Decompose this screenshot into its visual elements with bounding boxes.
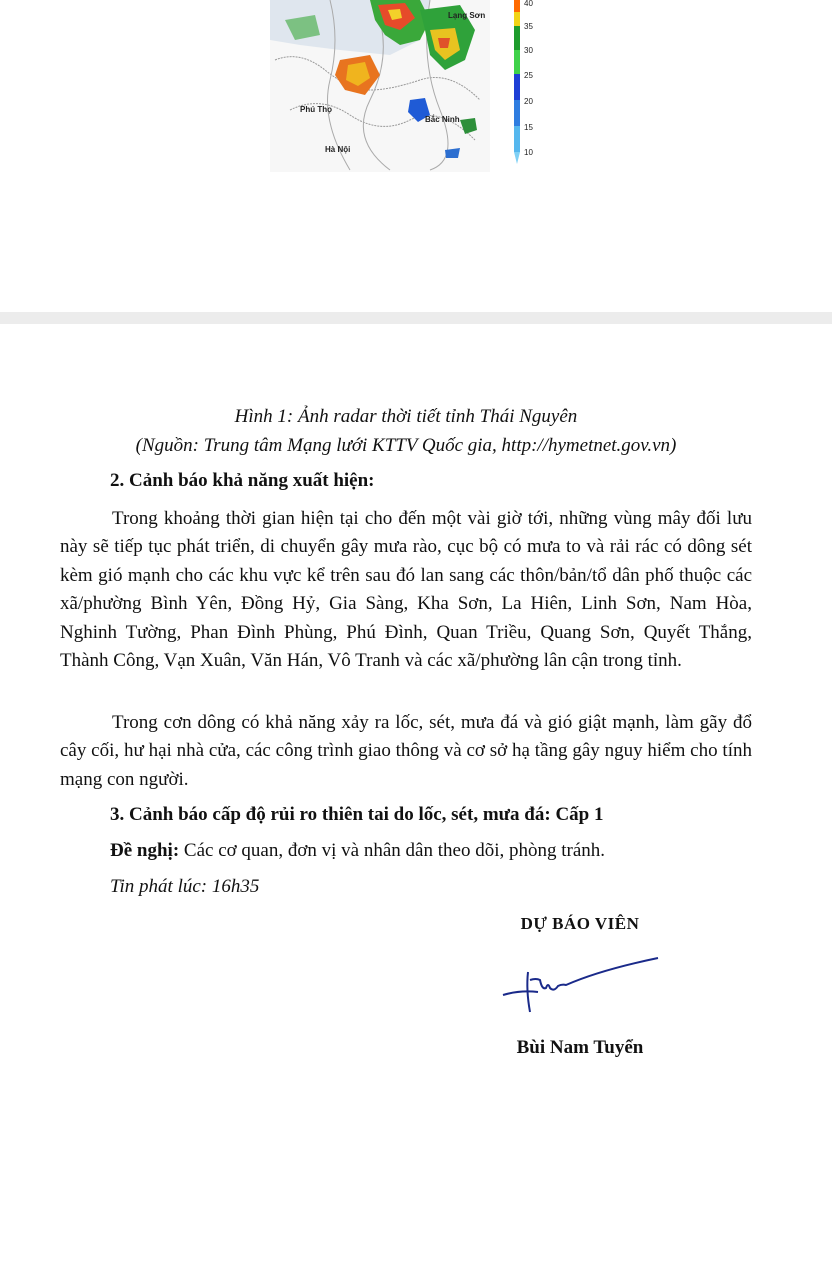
section-2-paragraph-2: Trong cơn dông có khả năng xảy ra lốc, sét, mưa đá và gió giật mạnh, làm gãy đổ cây cối, hư hại nhà cửa, các công trình giao thông và cơ sở hạ tầng gây nguy hiểm cho tính mạng con người.: [60, 712, 752, 790]
place-label-lang-son: Lạng Sơn: [448, 11, 486, 20]
legend-tick-20: 20: [524, 97, 533, 106]
document-page-top: [0, 0, 832, 312]
legend-tick-10: 10: [524, 148, 533, 157]
legend-tick-35: 35: [524, 22, 533, 31]
section-2-heading: 2. Cảnh báo khả năng xuất hiện:: [110, 470, 375, 491]
figure-caption-title: Hình 1: Ảnh radar thời tiết tỉnh Thái Nguyên: [234, 406, 578, 427]
handwritten-signature: [500, 950, 665, 1025]
figure-caption-source: (Nguồn: Trung tâm Mạng lưới KTTV Quốc gia, http://hymetnet.gov.vn): [135, 435, 677, 456]
place-label-ha-noi: Hà Nội: [325, 145, 351, 154]
page-separator: [0, 312, 832, 324]
place-label-bac-ninh: Bắc Ninh: [425, 115, 460, 124]
section-3-heading: 3. Cảnh báo cấp độ rủi ro thiên tai do lốc, sét, mưa đá: Cấp 1: [110, 804, 604, 825]
section-2-paragraph-1: Trong khoảng thời gian hiện tại cho đến một vài giờ tới, những vùng mây đối lưu này sẽ tiếp tục phát triển, di chuyển gây mưa rào, cục bộ có mưa to và rải rác có dông sét kèm gió mạnh cho các khu vực kể trên sau đó lan sang các thôn/bản/tổ dân phố thuộc các xã/phường Bình Yên, Đồng Hỷ, Gia Sàng, Kha Sơn, La Hiên, Linh Sơn, Nam Hòa, Nghinh Tường, Phan Đình Phùng, Phú Đình, Quan Triều, Quang Sơn, Quyết Thắng, Thành Công, Vạn Xuân, Văn Hán, Vô Tranh và các xã/phường lân cận trong tỉnh.: [60, 508, 752, 672]
radar-map: [270, 0, 490, 172]
section-2-body-2: [60, 709, 752, 794]
place-label-phu-tho: Phú Thọ: [300, 105, 332, 114]
radar-image: [270, 0, 550, 172]
issue-time: Tin phát lúc: 16h35: [110, 876, 260, 897]
signature-title: DỰ BÁO VIÊN: [520, 914, 640, 933]
legend-tick-15: 15: [524, 123, 533, 132]
signatory-name: Bùi Nam Tuyển: [516, 1037, 644, 1058]
legend-tick-25: 25: [524, 71, 533, 80]
section-2-body: [60, 505, 752, 675]
legend-tick-30: 30: [524, 46, 533, 55]
legend-tick-40: 40: [524, 0, 533, 8]
recommendation-line: [110, 840, 605, 862]
recommendation-label: Đề nghị:: [110, 840, 180, 861]
recommendation-text: Các cơ quan, đơn vị và nhân dân theo dõi, phòng tránh.: [179, 840, 606, 861]
